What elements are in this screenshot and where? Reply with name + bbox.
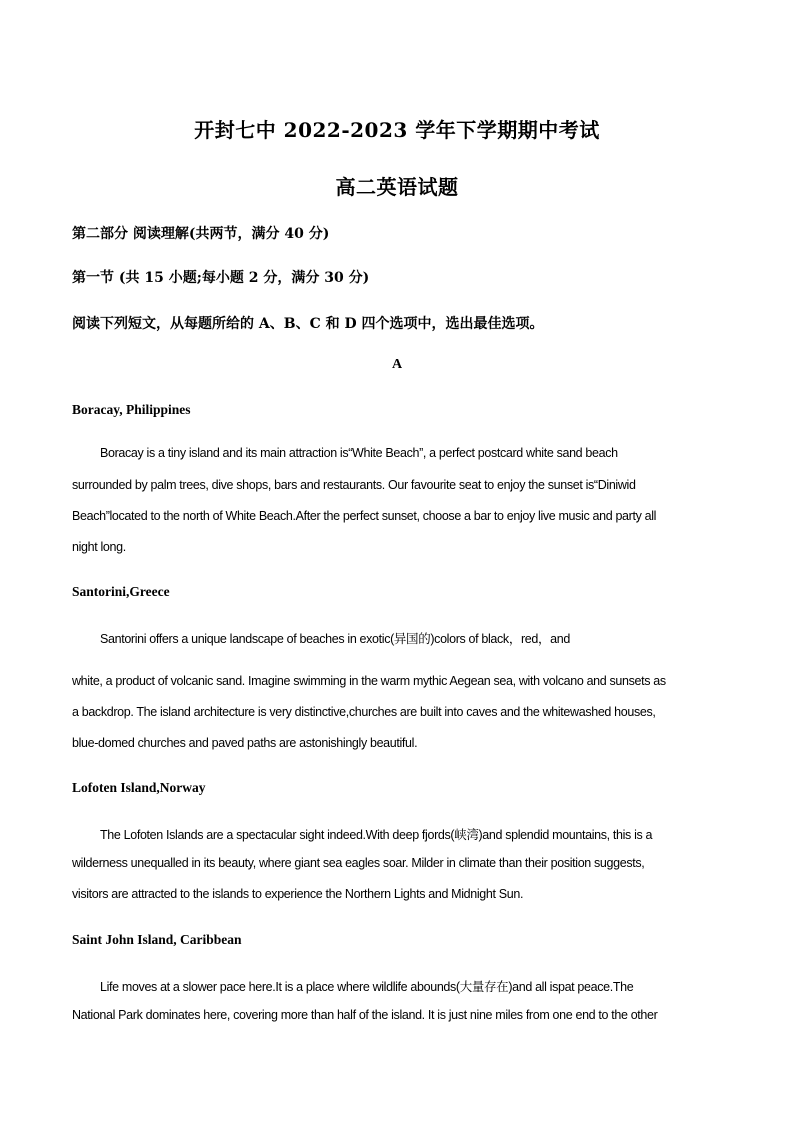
paragraph-line: The Lofoten Islands are a spectacular sight indeed.With deep fjords(峡湾)and splendid mountains, this is a <box>100 828 653 842</box>
part-heading: 第二部分 阅读理解(共两节，满分 40 分) <box>72 226 330 242</box>
paragraph-line: a backdrop. The island architecture is very distinctive,churches are built into caves and the whitewashed houses, <box>72 705 656 719</box>
paragraph-line: visitors are attracted to the islands to experience the Northern Lights and Midnight Sun. <box>72 887 524 901</box>
paragraph-line: Boracay is a tiny island and its main attraction is“White Beach”, a perfect postcard white sand beach <box>100 446 618 460</box>
directions: 阅读下列短文，从每题所给的 A、B、C 和 D 四个选项中，选出最佳选项。 <box>72 316 544 332</box>
paragraph-line: night long. <box>72 540 126 554</box>
paragraph-line: white, a product of volcanic sand. Imagine swimming in the warm mythic Aegean sea, with volcano and sunsets as <box>72 674 666 688</box>
paragraph-line: Beach”located to the north of White Beach.After the perfect sunset, choose a bar to enjoy live music and party all <box>72 509 657 523</box>
passage-label: A <box>391 357 403 372</box>
exam-subtitle: 高二英语试题 <box>335 175 459 199</box>
paragraph-line: Life moves at a slower pace here.It is a place where wildlife abounds(大量存在)and all ispat peace.The <box>100 980 634 994</box>
paragraph-line: blue-domed churches and paved paths are astonishingly beautiful. <box>72 736 418 750</box>
section-heading-lofoten: Lofoten Island,Norway <box>72 780 206 795</box>
paragraph-line: surrounded by palm trees, dive shops, bars and restaurants. Our favourite seat to enjoy the sunset is“Diniwid <box>72 478 636 492</box>
section-heading-saint-john: Saint John Island, Caribbean <box>72 932 242 947</box>
section-heading-boracay: Boracay, Philippines <box>72 402 191 417</box>
section-heading: 第一节 (共 15 小题;每小题 2 分，满分 30 分) <box>72 270 370 286</box>
paragraph-line: Santorini offers a unique landscape of beaches in exotic(异国的)colors of black，red，and <box>100 632 570 646</box>
paragraph-line: wilderness unequalled in its beauty, where giant sea eagles soar. Milder in climate than their position suggests, <box>72 856 645 870</box>
section-heading-santorini: Santorini,Greece <box>72 584 170 599</box>
exam-title: 开封七中 2022-2023 学年下学期期中考试 <box>194 118 600 142</box>
paragraph-line: National Park dominates here, covering more than half of the island. It is just nine miles from one end to the other <box>72 1008 658 1022</box>
